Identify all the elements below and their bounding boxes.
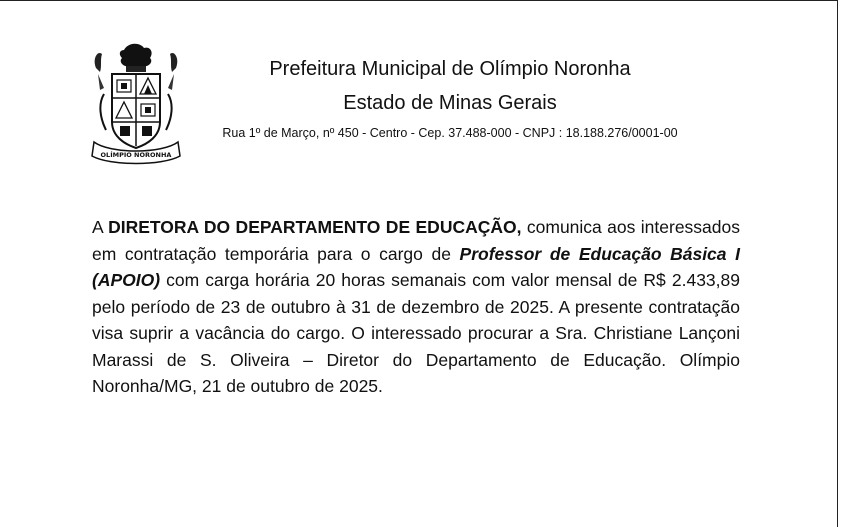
address-line: Rua 1º de Março, nº 450 - Centro - Cep. 37.488-000 - CNPJ : 18.188.276/0001-00 [222, 126, 678, 140]
notice-part1: A [92, 217, 109, 237]
notice-director: DIRETORA DO DEPARTAMENTO DE EDUCAÇÃO, [108, 217, 522, 237]
municipality-title: Prefeitura Municipal de Olímpio Noronha [269, 58, 631, 80]
svg-text:OLÍMPIO NORONHA: OLÍMPIO NORONHA [100, 151, 172, 159]
notice-part3: com carga horária 20 horas semanais com valor mensal de R$ 2.433,89 pelo período de 23 de outubro à 31 de dezembro de 2025. A presente contratação visa suprir a vacância do cargo. O interessado procurar a Sra. Christiane Lançoni Marassi de S. Oliveira – Diretor do Departamento de Educação. Olímpio Noronha/MG, 21 de outubro de 2025. [92, 270, 740, 396]
coat-of-arms-icon [90, 38, 182, 168]
state-title: Estado de Minas Gerais [343, 92, 557, 114]
notice-paragraph [92, 214, 740, 400]
letterhead [190, 52, 710, 144]
notice-part2: comunica aos interessados em contratação temporária para o cargo de [92, 217, 741, 264]
notice-position: Professor de Educação Básica I (APOIO) [92, 243, 740, 290]
